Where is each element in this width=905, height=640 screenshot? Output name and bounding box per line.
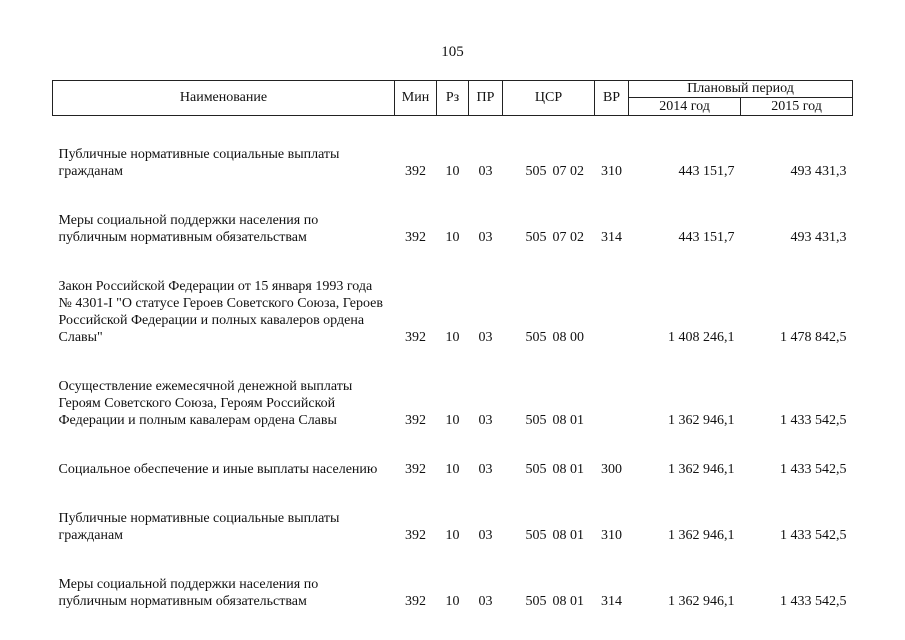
row-csr-item: 08 01	[552, 528, 584, 543]
header-name: Наименование	[53, 81, 395, 116]
budget-table	[52, 80, 853, 612]
row-value-2014: 443 151,7	[678, 230, 735, 245]
row-csr-program: 505	[525, 594, 547, 609]
row-pr: 03	[478, 230, 493, 245]
row-value-2014: 1 408 246,1	[668, 330, 735, 345]
row-name: Публичные нормативные социальные выплаты гражданам	[58, 147, 340, 179]
table-header	[53, 81, 853, 116]
row-pr: 03	[478, 413, 493, 428]
row-pr: 03	[478, 594, 493, 609]
row-csr-program: 505	[525, 230, 547, 245]
row-value-2015: 1 433 542,5	[780, 594, 847, 609]
row-vr	[595, 378, 629, 431]
row-rz: 10	[445, 164, 460, 179]
row-rz: 10	[445, 462, 460, 477]
table-body	[53, 116, 853, 613]
row-rz: 10	[445, 528, 460, 543]
row-value-2015: 1 433 542,5	[780, 413, 847, 428]
row-vr	[595, 278, 629, 348]
row-value-2015: 493 431,3	[790, 164, 847, 179]
row-name: Меры социальной поддержки населения по публичным нормативным обязательствам	[58, 213, 319, 245]
header-min: Мин	[395, 81, 437, 116]
row-name: Осуществление ежемесячной денежной выплаты Героям Советского Союза, Героям Российской Федерации и полным кавалерам ордена Славы	[58, 379, 353, 428]
page-number: 105	[441, 44, 464, 60]
row-min: 392	[405, 594, 426, 609]
row-min: 392	[405, 413, 426, 428]
row-csr-item: 08 01	[552, 413, 584, 428]
row-csr-item: 08 01	[552, 594, 584, 609]
table-row	[53, 510, 853, 546]
row-vr: 310	[601, 528, 623, 543]
row-min: 392	[405, 230, 426, 245]
row-csr-item: 07 02	[552, 164, 584, 179]
row-csr-program: 505	[525, 413, 547, 428]
row-rz: 10	[445, 594, 460, 609]
header-plan-period: Плановый период	[629, 81, 853, 98]
table-row	[53, 278, 853, 348]
row-value-2015: 1 478 842,5	[780, 330, 847, 345]
row-rz: 10	[445, 330, 460, 345]
row-vr: 300	[601, 462, 623, 477]
row-rz: 10	[445, 230, 460, 245]
row-csr-program: 505	[525, 330, 547, 345]
row-pr: 03	[478, 462, 493, 477]
row-rz: 10	[445, 413, 460, 428]
row-vr: 314	[601, 594, 623, 609]
row-min: 392	[405, 330, 426, 345]
row-value-2015: 493 431,3	[790, 230, 847, 245]
row-pr: 03	[478, 164, 493, 179]
row-value-2014: 1 362 946,1	[668, 413, 735, 428]
row-vr: 314	[601, 230, 623, 245]
row-value-2014: 443 151,7	[678, 164, 735, 179]
header-pr: ПР	[469, 81, 503, 116]
row-vr: 310	[601, 164, 623, 179]
header-year-2015: 2015 год	[741, 98, 853, 116]
row-name: Публичные нормативные социальные выплаты гражданам	[58, 511, 340, 543]
row-value-2014: 1 362 946,1	[668, 528, 735, 543]
row-pr: 03	[478, 330, 493, 345]
table-row	[53, 378, 853, 431]
row-pr: 03	[478, 528, 493, 543]
table-row	[53, 146, 853, 182]
table-row	[53, 461, 853, 480]
row-value-2014: 1 362 946,1	[668, 594, 735, 609]
row-name: Закон Российской Федерации от 15 января 1993 года № 4301-I "О статусе Героев Советского Союза, Героев Российской Федерации и полных кавалеров ордена Славы"	[58, 279, 383, 345]
row-csr-program: 505	[525, 164, 547, 179]
row-csr-item: 08 01	[552, 462, 584, 477]
row-value-2015: 1 433 542,5	[780, 528, 847, 543]
header-csr: ЦСР	[503, 81, 595, 116]
row-name: Меры социальной поддержки населения по публичным нормативным обязательствам	[58, 577, 319, 609]
header-year-2014: 2014 год	[629, 98, 741, 116]
row-csr-program: 505	[525, 528, 547, 543]
row-value-2014: 1 362 946,1	[668, 462, 735, 477]
header-vr: ВР	[595, 81, 629, 116]
row-min: 392	[405, 164, 426, 179]
row-csr-item: 08 00	[552, 330, 584, 345]
row-min: 392	[405, 462, 426, 477]
row-csr-item: 07 02	[552, 230, 584, 245]
row-csr-program: 505	[525, 462, 547, 477]
row-value-2015: 1 433 542,5	[780, 462, 847, 477]
table-row	[53, 212, 853, 248]
row-min: 392	[405, 528, 426, 543]
row-name: Социальное обеспечение и иные выплаты населению	[58, 462, 378, 477]
table-row	[53, 576, 853, 612]
header-rz: Рз	[437, 81, 469, 116]
